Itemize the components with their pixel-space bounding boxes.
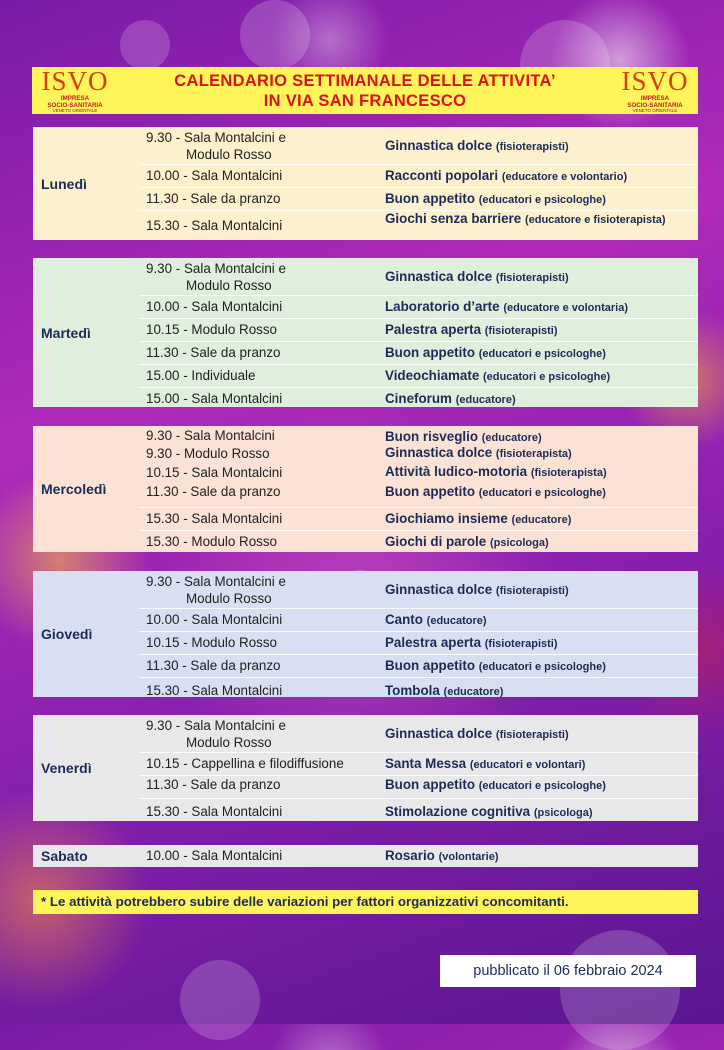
time-slot: 15.00 - Sala Montalcini bbox=[146, 391, 283, 406]
activity-staff: (fisioterapisti) bbox=[495, 585, 569, 597]
isvo-logo-right bbox=[614, 68, 696, 114]
time-slot: 10.15 - Sala Montalcini bbox=[146, 465, 283, 480]
schedule-row bbox=[139, 364, 698, 387]
activity-name: Santa Messa bbox=[385, 756, 467, 771]
activity-name: Buon appetito bbox=[385, 191, 476, 206]
activity-name: Attività ludico-motoria bbox=[385, 464, 528, 479]
activity-name: Buon appetito bbox=[385, 658, 476, 673]
activity-staff: (psicologa) bbox=[533, 807, 593, 819]
schedule-row bbox=[139, 445, 698, 463]
time-slot: 9.30 - Sala Montalcini e bbox=[146, 718, 286, 733]
time-slot: 15.30 - Sala Montalcini bbox=[146, 804, 283, 819]
schedule-row bbox=[139, 295, 698, 318]
logo-line1: IMPRESA bbox=[640, 95, 670, 102]
activity-staff: (educatore e volontaria) bbox=[503, 302, 629, 314]
schedule-row bbox=[139, 654, 698, 677]
schedule-row bbox=[139, 164, 698, 187]
activity-name: Tombola bbox=[385, 683, 440, 698]
activity-staff: (volontarie) bbox=[438, 851, 499, 863]
day-block-monday bbox=[33, 127, 698, 240]
logo-line1: IMPRESA bbox=[60, 95, 90, 102]
day-block-wednesday bbox=[33, 426, 698, 552]
schedule-row bbox=[139, 210, 698, 241]
activity-staff: (fisioterapisti) bbox=[495, 272, 569, 284]
time-slot: 11.30 - Sale da pranzo bbox=[146, 191, 281, 206]
activity-name: Ginnastica dolce bbox=[385, 726, 493, 741]
time-slot: 10.15 - Modulo Rosso bbox=[146, 322, 278, 337]
activity-staff: (educatori e psicologhe) bbox=[478, 194, 606, 206]
time-slot-cont: Modulo Rosso bbox=[186, 278, 272, 293]
day-block-friday bbox=[33, 715, 698, 821]
bokeh-light bbox=[180, 960, 260, 1040]
activity-staff: (fisioterapista) bbox=[495, 448, 572, 460]
activity-name: Palestra aperta bbox=[385, 322, 482, 337]
schedule-row bbox=[139, 845, 698, 867]
activity-name: Buon appetito bbox=[385, 777, 476, 792]
activity-staff: (psicologa) bbox=[489, 537, 549, 549]
day-block-tuesday bbox=[33, 258, 698, 407]
time-slot-cont: Modulo Rosso bbox=[186, 147, 272, 162]
activity-name: Buon appetito bbox=[385, 484, 476, 499]
time-slot: 9.30 - Sala Montalcini e bbox=[146, 130, 286, 145]
time-slot: 11.30 - Sale da pranzo bbox=[146, 345, 281, 360]
schedule-row bbox=[139, 507, 698, 530]
activity-staff: (educatori e psicologhe) bbox=[478, 487, 606, 499]
schedule-row bbox=[139, 798, 698, 824]
logo-mark: ISVO bbox=[41, 66, 109, 96]
activity-staff: (educatori e volontari) bbox=[469, 759, 586, 771]
time-slot: 15.30 - Modulo Rosso bbox=[146, 534, 278, 549]
logo-line3: VENETO ORIENTALE bbox=[632, 108, 678, 114]
activity-name: Cineforum bbox=[385, 391, 452, 406]
bokeh-light bbox=[120, 20, 170, 70]
logo-line2: SOCIO-SANITARIA bbox=[47, 102, 103, 110]
activity-staff: (educatore) bbox=[511, 514, 572, 526]
time-slot: 10.15 - Modulo Rosso bbox=[146, 635, 278, 650]
isvo-logo-left bbox=[34, 68, 116, 114]
activity-name: Giochiamo insieme bbox=[385, 511, 508, 526]
time-slot: 15.00 - Individuale bbox=[146, 368, 256, 383]
schedule-row bbox=[139, 127, 698, 164]
day-label: Giovedì bbox=[41, 626, 93, 642]
time-slot: 10.00 - Sala Montalcini bbox=[146, 299, 283, 314]
schedule-row bbox=[139, 775, 698, 798]
activity-staff: (fisioterapista) bbox=[530, 467, 607, 479]
logo-line3: VENETO ORIENTALE bbox=[52, 108, 98, 114]
schedule-row bbox=[139, 258, 698, 295]
time-slot: 10.00 - Sala Montalcini bbox=[146, 612, 283, 627]
time-slot: 10.15 - Cappellina e filodiffusione bbox=[146, 756, 344, 771]
activity-staff: (educatore e volontario) bbox=[501, 171, 628, 183]
schedule-row bbox=[139, 631, 698, 654]
schedule-row bbox=[139, 463, 698, 483]
day-block-saturday bbox=[33, 845, 698, 867]
activity-name: Ginnastica dolce bbox=[385, 138, 493, 153]
activity-name: Buon risveglio bbox=[385, 429, 479, 444]
time-slot: 15.30 - Sala Montalcini bbox=[146, 683, 283, 698]
activity-name: Videochiamate bbox=[385, 368, 480, 383]
activity-staff: (fisioterapisti) bbox=[484, 638, 558, 650]
schedule-row bbox=[139, 571, 698, 608]
day-label: Sabato bbox=[41, 848, 88, 864]
activity-staff: (educatore) bbox=[481, 432, 542, 444]
bokeh-light bbox=[240, 0, 310, 70]
activity-name: Ginnastica dolce bbox=[385, 269, 493, 284]
schedule-row bbox=[139, 715, 698, 752]
activity-staff: (educatori e psicologhe) bbox=[483, 371, 611, 383]
schedule-row bbox=[139, 426, 698, 445]
activity-name: Giochi senza barriere bbox=[385, 211, 522, 226]
time-slot: 11.30 - Sale da pranzo bbox=[146, 658, 281, 673]
schedule-row bbox=[139, 187, 698, 210]
schedule-row bbox=[139, 608, 698, 631]
activity-name: Giochi di parole bbox=[385, 534, 487, 549]
schedule-row bbox=[139, 752, 698, 775]
activity-staff: (educatore) bbox=[455, 394, 516, 406]
time-slot: 15.30 - Sala Montalcini bbox=[146, 218, 283, 233]
schedule-row bbox=[139, 341, 698, 364]
header-banner bbox=[32, 67, 698, 114]
activity-staff: (fisioterapisti) bbox=[484, 325, 558, 337]
time-slot: 9.30 - Modulo Rosso bbox=[146, 446, 270, 461]
time-slot: 15.30 - Sala Montalcini bbox=[146, 511, 283, 526]
day-label: Lunedì bbox=[41, 175, 87, 192]
bokeh-light bbox=[560, 930, 680, 1050]
activity-staff: (educatori e psicologhe) bbox=[478, 780, 606, 792]
time-slot: 10.00 - Sala Montalcini bbox=[146, 168, 283, 183]
activity-staff: (fisioterapisti) bbox=[495, 729, 569, 741]
time-slot: 9.30 - Sala Montalcini e bbox=[146, 574, 286, 589]
logo-line2: SOCIO-SANITARIA bbox=[627, 102, 683, 110]
day-label: Venerdì bbox=[41, 760, 92, 776]
activity-name: Canto bbox=[385, 612, 423, 627]
disclaimer-note: * Le attività potrebbero subire delle variazioni per fattori organizzativi concomitanti. bbox=[33, 890, 698, 914]
time-slot: 10.00 - Sala Montalcini bbox=[146, 848, 283, 863]
time-slot: 9.30 - Sala Montalcini bbox=[146, 428, 275, 443]
page-title bbox=[122, 71, 608, 111]
activity-name: Palestra aperta bbox=[385, 635, 482, 650]
day-label: Mercoledì bbox=[41, 481, 107, 497]
activity-staff: (educatore e fisioterapista) bbox=[524, 214, 666, 226]
schedule-row bbox=[139, 483, 698, 507]
activity-staff: (educatori e psicologhe) bbox=[478, 348, 606, 360]
activity-name: Ginnastica dolce bbox=[385, 445, 493, 460]
publication-date: pubblicato il 06 febbraio 2024 bbox=[440, 955, 696, 987]
schedule-row bbox=[139, 677, 698, 701]
schedule-row bbox=[139, 530, 698, 553]
schedule-row bbox=[139, 387, 698, 410]
activity-name: Ginnastica dolce bbox=[385, 582, 493, 597]
time-slot: 9.30 - Sala Montalcini e bbox=[146, 261, 286, 276]
activity-name: Rosario bbox=[385, 848, 435, 863]
time-slot-cont: Modulo Rosso bbox=[186, 591, 272, 606]
logo-mark: ISVO bbox=[621, 66, 689, 96]
activity-staff: (educatori e psicologhe) bbox=[478, 661, 606, 673]
activity-name: Laboratorio d’arte bbox=[385, 299, 500, 314]
day-block-thursday bbox=[33, 571, 698, 697]
activity-staff: (fisioterapisti) bbox=[495, 141, 569, 153]
day-label: Martedì bbox=[41, 324, 91, 341]
activity-staff: (educatore) bbox=[443, 686, 504, 698]
time-slot: 11.30 - Sale da pranzo bbox=[146, 484, 281, 499]
time-slot: 11.30 - Sale da pranzo bbox=[146, 777, 281, 792]
schedule-row bbox=[139, 318, 698, 341]
title-line2: IN VIA SAN FRANCESCO bbox=[263, 92, 467, 110]
activity-name: Buon appetito bbox=[385, 345, 476, 360]
activity-name: Racconti popolari bbox=[385, 168, 499, 183]
time-slot-cont: Modulo Rosso bbox=[186, 735, 272, 750]
activity-name: Stimolazione cognitiva bbox=[385, 804, 531, 819]
activity-staff: (educatore) bbox=[426, 615, 487, 627]
title-line1: CALENDARIO SETTIMANALE DELLE ATTIVITA’ bbox=[174, 72, 556, 90]
